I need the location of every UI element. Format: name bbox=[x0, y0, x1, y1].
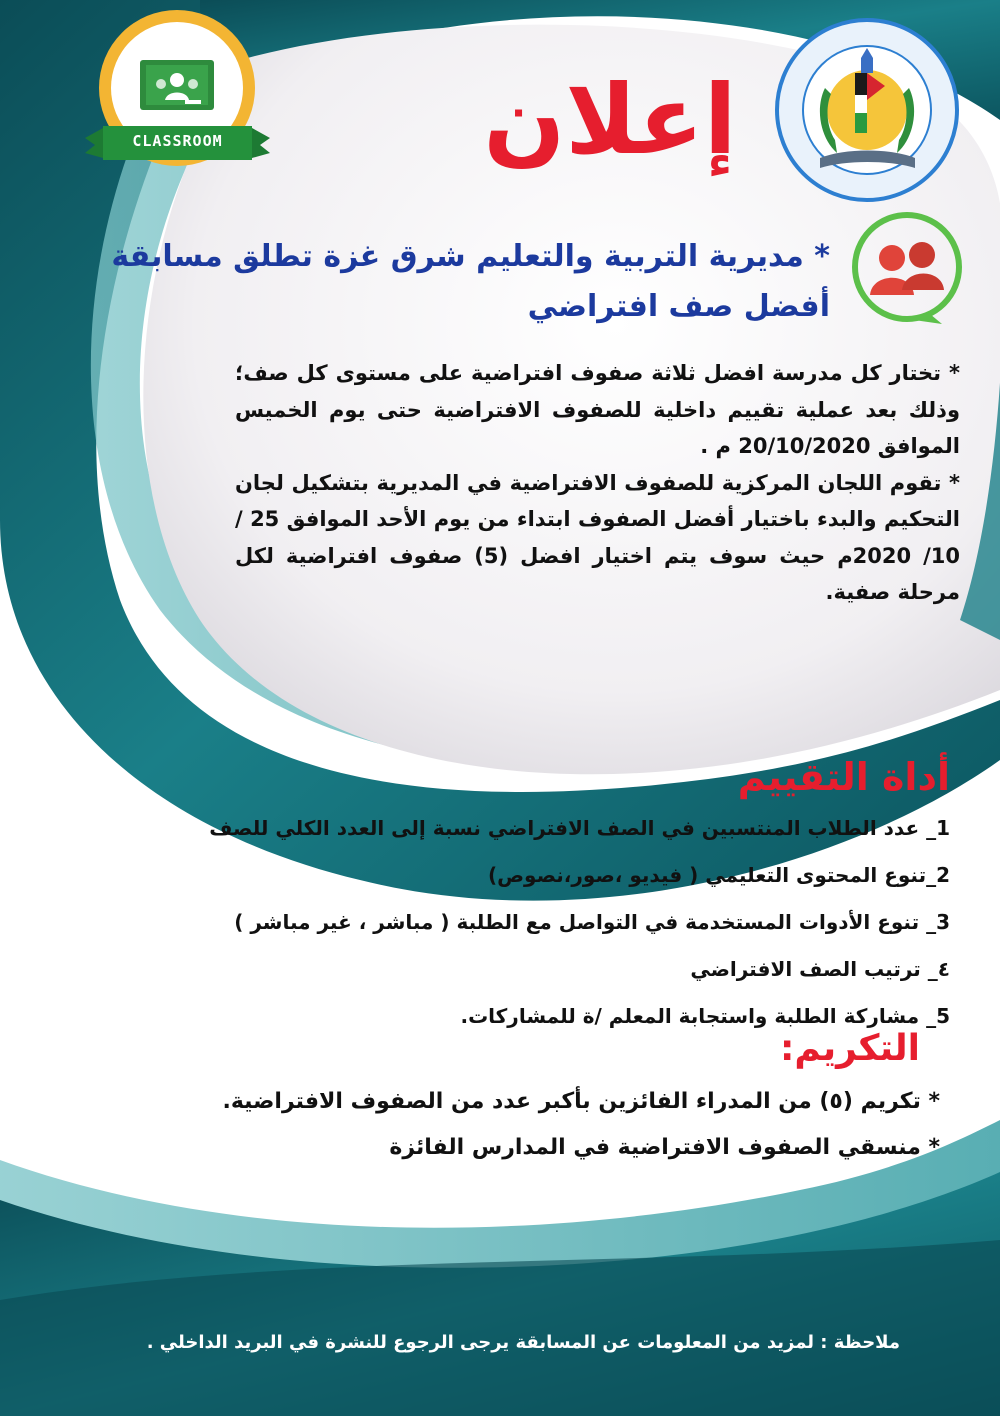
headline-line-1: * مديرية التربية والتعليم شرق غزة تطلق مسابقة bbox=[111, 239, 830, 274]
classroom-label: CLASSROOM bbox=[132, 132, 223, 150]
honoring-list bbox=[40, 1080, 940, 1172]
competition-headline bbox=[80, 232, 830, 332]
evaluation-item-5: 5_ مشاركة الطلبة واستجابة المعلم /ة للمشاركات. bbox=[460, 1004, 950, 1028]
honoring-item-2: * منسقي الصفوف الافتراضية في المدارس الفائزة bbox=[389, 1135, 940, 1160]
headline-line-2: أفضل صف افتراضي bbox=[527, 289, 830, 324]
classroom-logo bbox=[85, 8, 270, 178]
announcement-body bbox=[235, 355, 960, 611]
evaluation-item-4: ٤_ ترتيب الصف الافتراضي bbox=[690, 957, 950, 981]
evaluation-item-1: 1_ عدد الطلاب المنتسبين في الصف الافتراضي نسبة إلى العدد الكلي للصف bbox=[209, 816, 950, 840]
google-classroom-icon bbox=[85, 8, 270, 178]
honoring-title: التكريم: bbox=[779, 1028, 920, 1069]
evaluation-item-2: 2_تنوع المحتوى التعليمي ( فيديو ،صور،نصوص) bbox=[488, 863, 950, 887]
ministry-emblem-icon bbox=[775, 18, 960, 203]
ministry-logo bbox=[775, 18, 960, 203]
evaluation-item-3: 3_ تنوع الأدوات المستخدمة في التواصل مع الطلبة ( مباشر ، غير مباشر ) bbox=[234, 910, 950, 934]
announcement-title: إعلان bbox=[483, 64, 737, 176]
evaluation-list bbox=[150, 808, 950, 1043]
people-chat-icon bbox=[850, 210, 965, 325]
body-paragraph-2: * تقوم اللجان المركزية للصفوف الافتراضية في المديرية بتشكيل لجان التحكيم والبدء باختيار أفضل الصفوف ابتداء من يوم الأحد الموافق 25 / 10/ 2020م حيث سوف يتم اختيار افضل (5) صفوف افتراضية لكل مرحلة صفية. bbox=[235, 470, 960, 604]
footer-note: ملاحظة : لمزيد من المعلومات عن المسابقة يرجى الرجوع للنشرة في البريد الداخلي . bbox=[146, 1332, 900, 1353]
body-paragraph-1: * تختار كل مدرسة افضل ثلاثة صفوف افتراضية على مستوى كل صف؛ وذلك بعد عملية تقييم داخلية للصفوف الافتراضية حتى يوم الخميس الموافق 20/10/2020 م . bbox=[235, 361, 960, 458]
honoring-item-1: * تكريم (٥) من المدراء الفائزين بأكبر عدد من الصفوف الافتراضية. bbox=[222, 1089, 940, 1114]
evaluation-title: أداة التقييم bbox=[737, 755, 950, 799]
